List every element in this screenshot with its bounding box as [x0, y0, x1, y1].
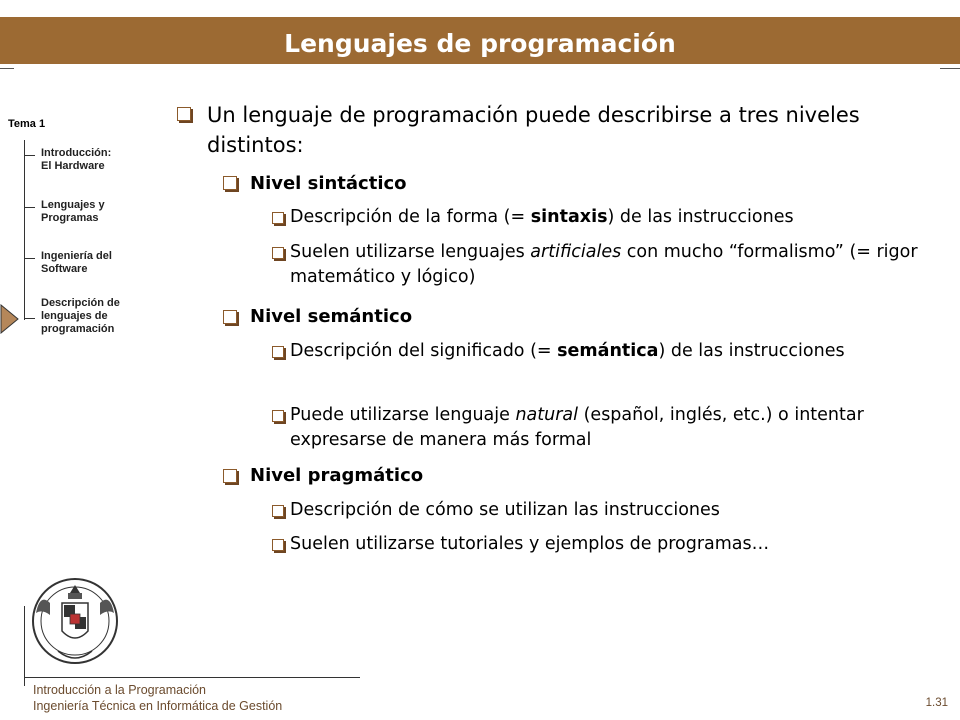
bullet-icon	[272, 346, 284, 358]
footer-line-vertical	[24, 606, 25, 686]
bullet-icon	[177, 107, 191, 121]
footer-degree: Ingeniería Técnica en Informática de Gestión	[33, 699, 283, 713]
bullet-icon	[223, 310, 237, 324]
university-crest-logo	[30, 573, 120, 673]
sidebar-item-label: programación	[41, 323, 115, 335]
point-text: Descripción del significado (=	[290, 341, 558, 361]
bullet-icon	[272, 539, 284, 551]
sidebar-item-label: Descripción de	[41, 297, 120, 309]
sidebar-line	[24, 140, 25, 320]
sidebar-item-label: lenguajes de	[41, 310, 108, 322]
bullet-icon	[272, 505, 284, 517]
level-title: Nivel sintáctico	[250, 173, 407, 194]
sidebar-item-label: Software	[41, 263, 88, 275]
sidebar-tick	[24, 207, 35, 208]
sidebar-tick	[24, 318, 35, 319]
sidebar-item-label: Programas	[41, 212, 99, 224]
sidebar-heading: Tema 1	[8, 118, 46, 130]
sidebar-item-software[interactable]	[41, 250, 112, 276]
level-point: Suelen utilizarse tutoriales y ejemplos de programas…	[290, 534, 770, 554]
title-rule-left	[0, 68, 14, 69]
point-text: Descripción de la forma (=	[290, 207, 531, 227]
page-number: 1.31	[925, 697, 948, 709]
sidebar-item-label: Introducción:	[41, 147, 112, 159]
slide-title: Lenguajes de programación	[284, 29, 676, 58]
point-bold-term: sintaxis	[530, 207, 608, 227]
level-point	[290, 339, 940, 364]
point-text: con mucho “formalismo” (= rigor matemático y lógico)	[290, 242, 918, 287]
sidebar-tick	[24, 258, 35, 259]
bullet-icon	[223, 176, 237, 190]
point-italic-term: artificiales	[530, 242, 622, 262]
point-bold-term: semántica	[557, 341, 659, 361]
level-point	[290, 240, 940, 290]
sidebar-item-label: Ingeniería del	[41, 250, 112, 262]
sidebar-item-label: El Hardware	[41, 160, 105, 172]
footer-line-horizontal	[24, 677, 360, 678]
point-text: (español, inglés, etc.) o intentar expresarse de manera más formal	[290, 405, 864, 450]
sidebar-tick	[24, 155, 35, 156]
sidebar-item-label: Lenguajes y	[41, 199, 105, 211]
sidebar-item-lenguajes[interactable]	[41, 199, 105, 225]
point-text: ) de las instrucciones	[658, 341, 845, 361]
bullet-icon	[272, 410, 284, 422]
point-text: Suelen utilizarse lenguajes	[290, 242, 531, 262]
level-point: Descripción de cómo se utilizan las instrucciones	[290, 500, 720, 520]
current-item-arrow-icon	[0, 304, 20, 334]
level-point	[290, 205, 940, 230]
footer-course: Introducción a la Programación	[33, 683, 207, 697]
point-text: ) de las instrucciones	[607, 207, 794, 227]
point-italic-term: natural	[515, 405, 579, 425]
title-rule-right	[940, 68, 960, 69]
sidebar-item-hardware[interactable]	[41, 147, 111, 173]
intro-text: Un lenguaje de programación puede describirse a tres niveles distintos:	[207, 103, 860, 157]
bullet-icon	[272, 212, 284, 224]
sidebar-item-descripcion[interactable]	[41, 297, 120, 336]
level-title: Nivel semántico	[250, 306, 413, 327]
bullet-icon	[223, 469, 237, 483]
point-text: Puede utilizarse lenguaje	[290, 405, 516, 425]
level-title: Nivel pragmático	[250, 465, 424, 486]
bullet-icon	[272, 247, 284, 259]
level-point	[290, 403, 940, 453]
